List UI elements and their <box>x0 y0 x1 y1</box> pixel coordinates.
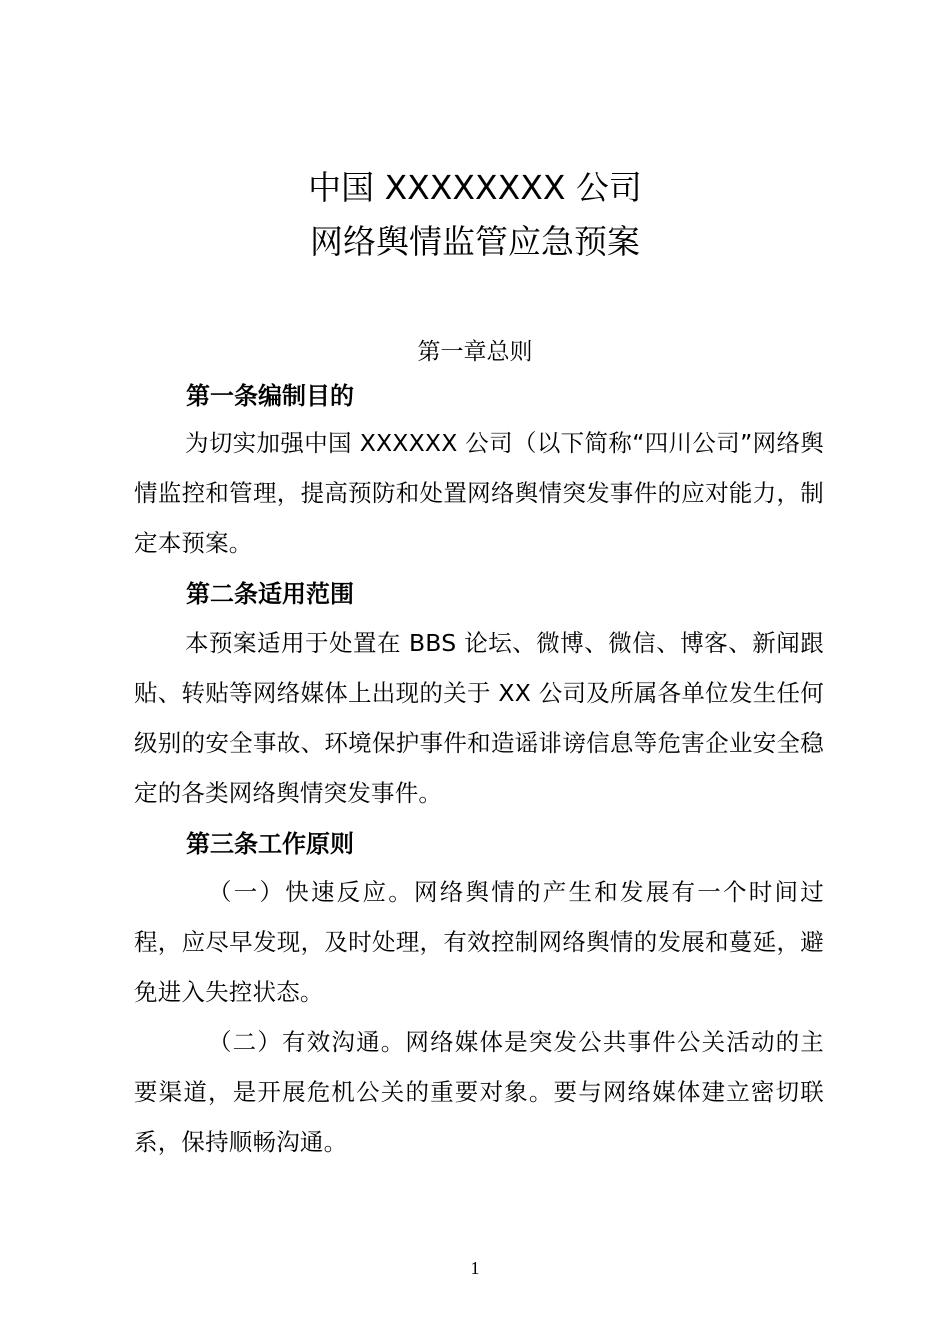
article-2-heading: 第二条适用范围 <box>186 580 354 608</box>
article-3-heading: 第三条工作原则 <box>186 830 354 858</box>
article-3-paragraph-2: （二）有效沟通。网络媒体是突发公共事件公关活动的主要渠道，是开展危机公关的重要对象。要与网络媒体建立密切联系，保持顺畅沟通。 <box>134 1028 824 1156</box>
article-1-paragraph: 为切实加强中国 XXXXXX 公司（以下简称“四川公司”网络舆情监控和管理，提高预防和处置网络舆情突发事件的应对能力，制定本预案。 <box>134 429 824 557</box>
article-3-paragraph-1: （一）快速反应。网络舆情的产生和发展有一个时间过程，应尽早发现，及时处理，有效控制网络舆情的发展和蔓延，避免进入失控状态。 <box>134 878 824 1006</box>
page-number: 1 <box>470 1258 480 1278</box>
document-title-line-2: 网络舆情监管应急预案 <box>310 222 640 261</box>
document-title-line-1: 中国 XXXXXXXX 公司 <box>308 168 642 207</box>
article-2-paragraph: 本预案适用于处置在 BBS 论坛、微博、微信、博客、新闻跟贴、转贴等网络媒体上出现的关于 XX 公司及所属各单位发生任何级别的安全事故、环境保护事件和造谣诽谤信息等危害企业安全稳定的各类网络舆情突发事件。 <box>134 629 824 807</box>
article-1-heading: 第一条编制目的 <box>186 382 354 410</box>
chapter-title: 第一章总则 <box>417 339 533 365</box>
